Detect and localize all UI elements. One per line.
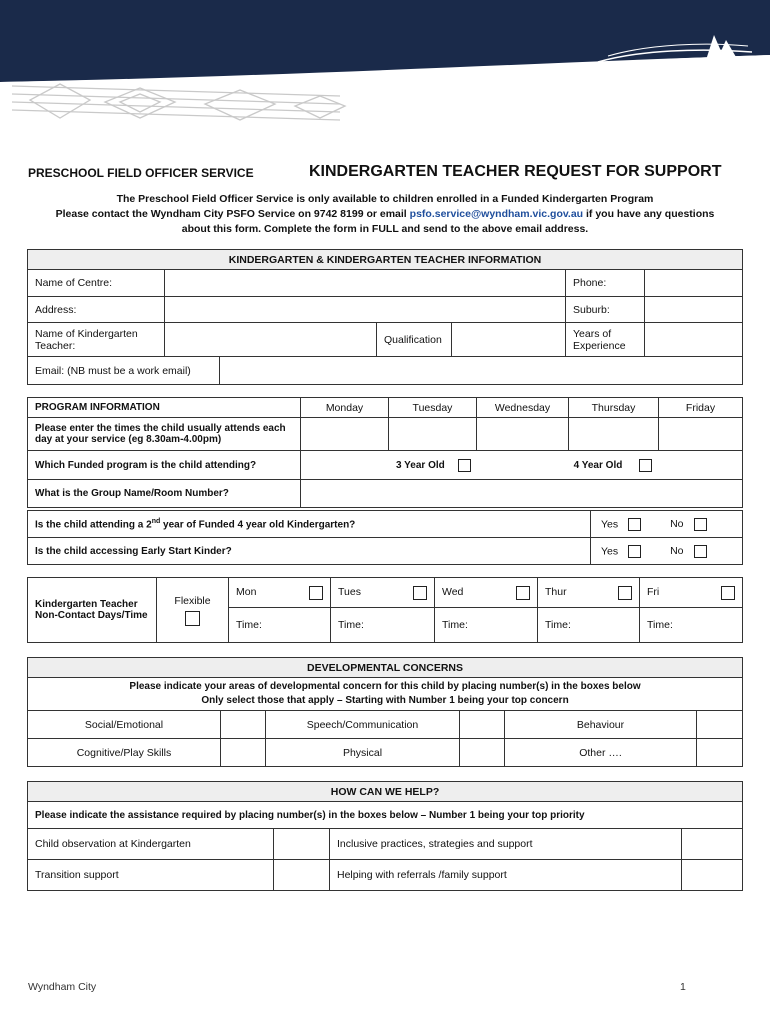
phone-label: Phone: [566,270,645,297]
wed-time-input[interactable]: Time: [435,608,538,643]
noncontact-mon [229,578,331,608]
address-input[interactable] [165,297,566,323]
wednesday-time-input[interactable] [477,418,569,451]
concern-social-emotional: Social/Emotional [28,711,221,739]
mon-label: Mon [236,585,257,598]
attendance-times-question: Please enter the times the child usually attends each day at your service (eg 8.30am-4.00pm) [28,418,301,451]
second-year-ordinal: nd [151,517,161,525]
concern-other: Other …. [505,739,697,767]
second-year-yes-label: Yes [601,517,619,530]
tues-time-input[interactable]: Time: [331,608,435,643]
suburb-input[interactable] [645,297,743,323]
thursday-time-input[interactable] [569,418,659,451]
wed-checkbox[interactable] [516,586,530,600]
help-child-observation: Child observation at Kindergarten [28,829,274,860]
years-experience-label: Years of Experience [566,323,645,357]
service-name: PRESCHOOL FIELD OFFICER SERVICE [28,166,254,180]
noncontact-thur [538,578,640,608]
early-start-no-checkbox[interactable] [694,545,707,558]
fri-label: Fri [647,585,660,598]
wyndham-logo-word: wyndhamcity [604,58,697,77]
concern-physical-box[interactable] [460,739,505,767]
early-start-question: Is the child accessing Early Start Kinder? [28,538,591,565]
help-table [27,781,743,891]
day-tuesday: Tuesday [389,398,477,418]
intro-line-3: about this form. Complete the form in FULL and send to the above email address. [181,223,589,235]
work-email-label: Email: (NB must be a work email) [28,357,220,385]
kinder-info-heading: KINDERGARTEN & KINDERGARTEN TEACHER INFORMATION [28,250,743,270]
flexible-checkbox[interactable] [185,611,200,626]
second-year-text-a: Is the child attending a 2 [35,519,152,531]
teacher-name-label: Name of Kindergarten Teacher: [28,323,165,357]
day-monday: Monday [301,398,389,418]
work-email-input[interactable] [220,357,743,385]
early-start-yes-checkbox[interactable] [628,545,641,558]
centre-name-input[interactable] [165,270,566,297]
suburb-label: Suburb: [566,297,645,323]
intro-contact-text: Please contact the Wyndham City PSFO Service on 9742 8199 or email [55,208,410,220]
developmental-instruction-1: Please indicate your areas of developmental concern for this child by placing number(s) in the boxes below [129,681,641,692]
day-wednesday: Wednesday [477,398,569,418]
help-transition-support-box[interactable] [274,860,330,891]
fri-time-input[interactable]: Time: [640,608,743,643]
flexible-cell [157,578,229,643]
program-info-table [27,397,743,508]
help-child-observation-box[interactable] [274,829,330,860]
kinder-info-table [27,249,743,357]
help-heading: HOW CAN WE HELP? [28,782,743,802]
developmental-instruction-2: Only select those that apply – Starting with Number 1 being your top concern [201,695,569,706]
mon-time-input[interactable]: Time: [229,608,331,643]
flexible-label: Flexible [174,594,211,607]
email-table [27,356,743,385]
qualification-label: Qualification [377,323,452,357]
developmental-heading: DEVELOPMENTAL CONCERNS [28,658,743,678]
day-thursday: Thursday [569,398,659,418]
address-label: Address: [28,297,165,323]
noncontact-table [27,577,743,643]
funded-program-options [301,451,743,480]
concern-speech-communication: Speech/Communication [266,711,460,739]
early-start-options [591,538,743,565]
intro-line-2 [20,208,750,220]
concern-speech-communication-box[interactable] [460,711,505,739]
help-transition-support: Transition support [28,860,274,891]
phone-input[interactable] [645,270,743,297]
friday-time-input[interactable] [659,418,743,451]
early-start-no-label: No [670,544,684,557]
thur-checkbox[interactable] [618,586,632,600]
header-banner [0,0,770,125]
funded-program-question: Which Funded program is the child attending? [28,451,301,480]
psfo-email-link[interactable]: psfo.service@wyndham.vic.gov.au [409,208,584,220]
three-year-old-checkbox[interactable] [458,459,471,472]
noncontact-label: Kindergarten Teacher Non-Contact Days/Time [28,578,157,643]
footer-org: Wyndham City [28,981,97,993]
wyndham-logo-tagline: city.coast.country [628,80,720,94]
second-year-text-b: year of Funded 4 year old Kindergarten? [160,519,356,531]
tuesday-time-input[interactable] [389,418,477,451]
mon-checkbox[interactable] [309,586,323,600]
second-year-options [591,511,743,538]
developmental-table [27,657,743,767]
three-year-old-label: 3 Year Old [396,459,445,471]
noncontact-fri [640,578,743,608]
developmental-instructions [28,678,743,711]
wed-label: Wed [442,585,464,598]
concern-cognitive-play-box[interactable] [221,739,266,767]
thur-time-input[interactable]: Time: [538,608,640,643]
help-referrals-family-box[interactable] [682,860,743,891]
day-friday: Friday [659,398,743,418]
second-year-no-label: No [670,517,684,530]
years-experience-input[interactable] [645,323,743,357]
tues-label: Tues [338,585,361,598]
concern-social-emotional-box[interactable] [221,711,266,739]
concern-other-box[interactable] [697,739,743,767]
noncontact-tues [331,578,435,608]
concern-physical: Physical [266,739,460,767]
fri-checkbox[interactable] [721,586,735,600]
intro-questions-text: if you have any questions [583,208,715,220]
group-name-question: What is the Group Name/Room Number? [28,480,301,508]
tues-checkbox[interactable] [413,586,427,600]
concern-cognitive-play: Cognitive/Play Skills [28,739,221,767]
help-instructions: Please indicate the assistance required by placing number(s) in the boxes below – Number 1 being your top priority [28,802,743,829]
four-year-old-checkbox[interactable] [639,459,652,472]
second-year-question [28,511,591,538]
help-referrals-family: Helping with referrals /family support [330,860,682,891]
form-title: KINDERGARTEN TEACHER REQUEST FOR SUPPORT [309,163,722,180]
help-inclusive-practices: Inclusive practices, strategies and support [330,829,682,860]
page-number: 1 [680,981,686,993]
concern-behaviour-box[interactable] [697,711,743,739]
kinder-status-table [27,510,743,565]
monday-time-input[interactable] [301,418,389,451]
four-year-old-label: 4 Year Old [573,459,623,471]
help-inclusive-practices-box[interactable] [682,829,743,860]
second-year-no-checkbox[interactable] [694,518,707,531]
centre-name-label: Name of Centre: [28,270,165,297]
early-start-yes-label: Yes [601,544,619,557]
teacher-name-input[interactable] [165,323,377,357]
thur-label: Thur [545,585,567,598]
second-year-yes-checkbox[interactable] [628,518,641,531]
qualification-input[interactable] [452,323,566,357]
concern-behaviour: Behaviour [505,711,697,739]
noncontact-wed [435,578,538,608]
intro-line-1: The Preschool Field Officer Service is only available to children enrolled in a Funded Kindergarten Program [116,193,654,205]
group-name-input[interactable] [301,480,743,508]
program-info-heading: PROGRAM INFORMATION [28,398,301,418]
